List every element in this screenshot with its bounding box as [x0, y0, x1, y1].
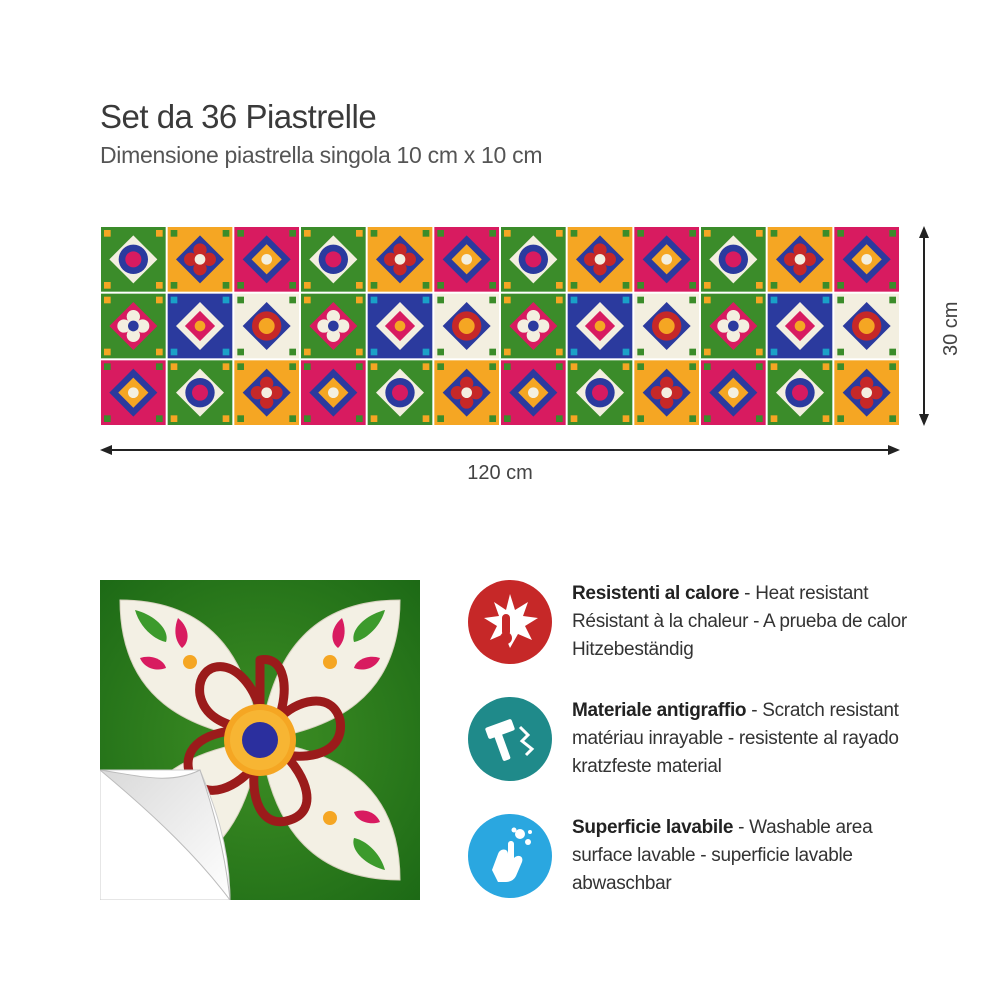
- tile: [101, 227, 166, 292]
- tile: [701, 227, 766, 292]
- page-subtitle: Dimensione piastrella singola 10 cm x 10 cm: [100, 142, 543, 168]
- feature-1-line3: Hitzebeständig: [572, 639, 694, 660]
- tile: [568, 360, 633, 425]
- feature-2-line2: matériau inrayable - resistente al rayado: [572, 728, 899, 749]
- tile: [368, 227, 433, 292]
- tile: [701, 360, 766, 425]
- hammer-icon: [468, 697, 552, 781]
- width-label: 120 cm: [467, 462, 533, 484]
- tile: [834, 360, 899, 425]
- tile: [168, 294, 233, 359]
- feature-2-title: Materiale antigraffio: [572, 700, 747, 721]
- tile: [234, 294, 299, 359]
- tile: [434, 227, 499, 292]
- feature-1-title: Resistenti al calore: [572, 583, 740, 604]
- tile: [834, 227, 899, 292]
- tile: [101, 294, 166, 359]
- tile: [234, 227, 299, 292]
- tile: [234, 360, 299, 425]
- tile: [568, 294, 633, 359]
- feature-3-line1: - Washable area: [733, 817, 873, 838]
- tile-closeup-illustration: [100, 580, 420, 900]
- feature-1-line1: - Heat resistant: [739, 583, 869, 604]
- tile: [101, 360, 166, 425]
- tile-grid: [100, 226, 900, 426]
- tile: [501, 294, 566, 359]
- tile: [434, 360, 499, 425]
- feature-3-line3: abwaschbar: [572, 873, 672, 894]
- tile: [701, 294, 766, 359]
- tile: [834, 294, 899, 359]
- feature-3-title: Superficie lavabile: [572, 817, 734, 838]
- washing-hand-icon: [468, 814, 552, 898]
- tile: [768, 360, 833, 425]
- tile: [768, 227, 833, 292]
- tile: [168, 360, 233, 425]
- tile: [301, 294, 366, 359]
- tile: [168, 227, 233, 292]
- tile: [501, 227, 566, 292]
- tile: [368, 360, 433, 425]
- tile: [301, 360, 366, 425]
- feature-2-line3: kratzfeste material: [572, 756, 722, 777]
- height-label: 30 cm: [940, 301, 962, 356]
- tile: [768, 294, 833, 359]
- feature-1-line2: Résistant à la chaleur - A prueba de calor: [572, 611, 907, 632]
- heat-icon: [468, 580, 552, 664]
- feature-2-line1: - Scratch resistant: [746, 700, 899, 721]
- tile: [634, 360, 699, 425]
- tile: [434, 294, 499, 359]
- width-dimension-arrow: [100, 440, 900, 460]
- tile: [634, 227, 699, 292]
- tile: [368, 294, 433, 359]
- tile: [301, 227, 366, 292]
- height-dimension-arrow: [914, 226, 934, 426]
- feature-3-line2: surface lavable - superficie lavable: [572, 845, 853, 866]
- page-title: Set da 36 Piastrelle: [100, 98, 377, 135]
- tile: [501, 360, 566, 425]
- tile: [634, 294, 699, 359]
- tile: [568, 227, 633, 292]
